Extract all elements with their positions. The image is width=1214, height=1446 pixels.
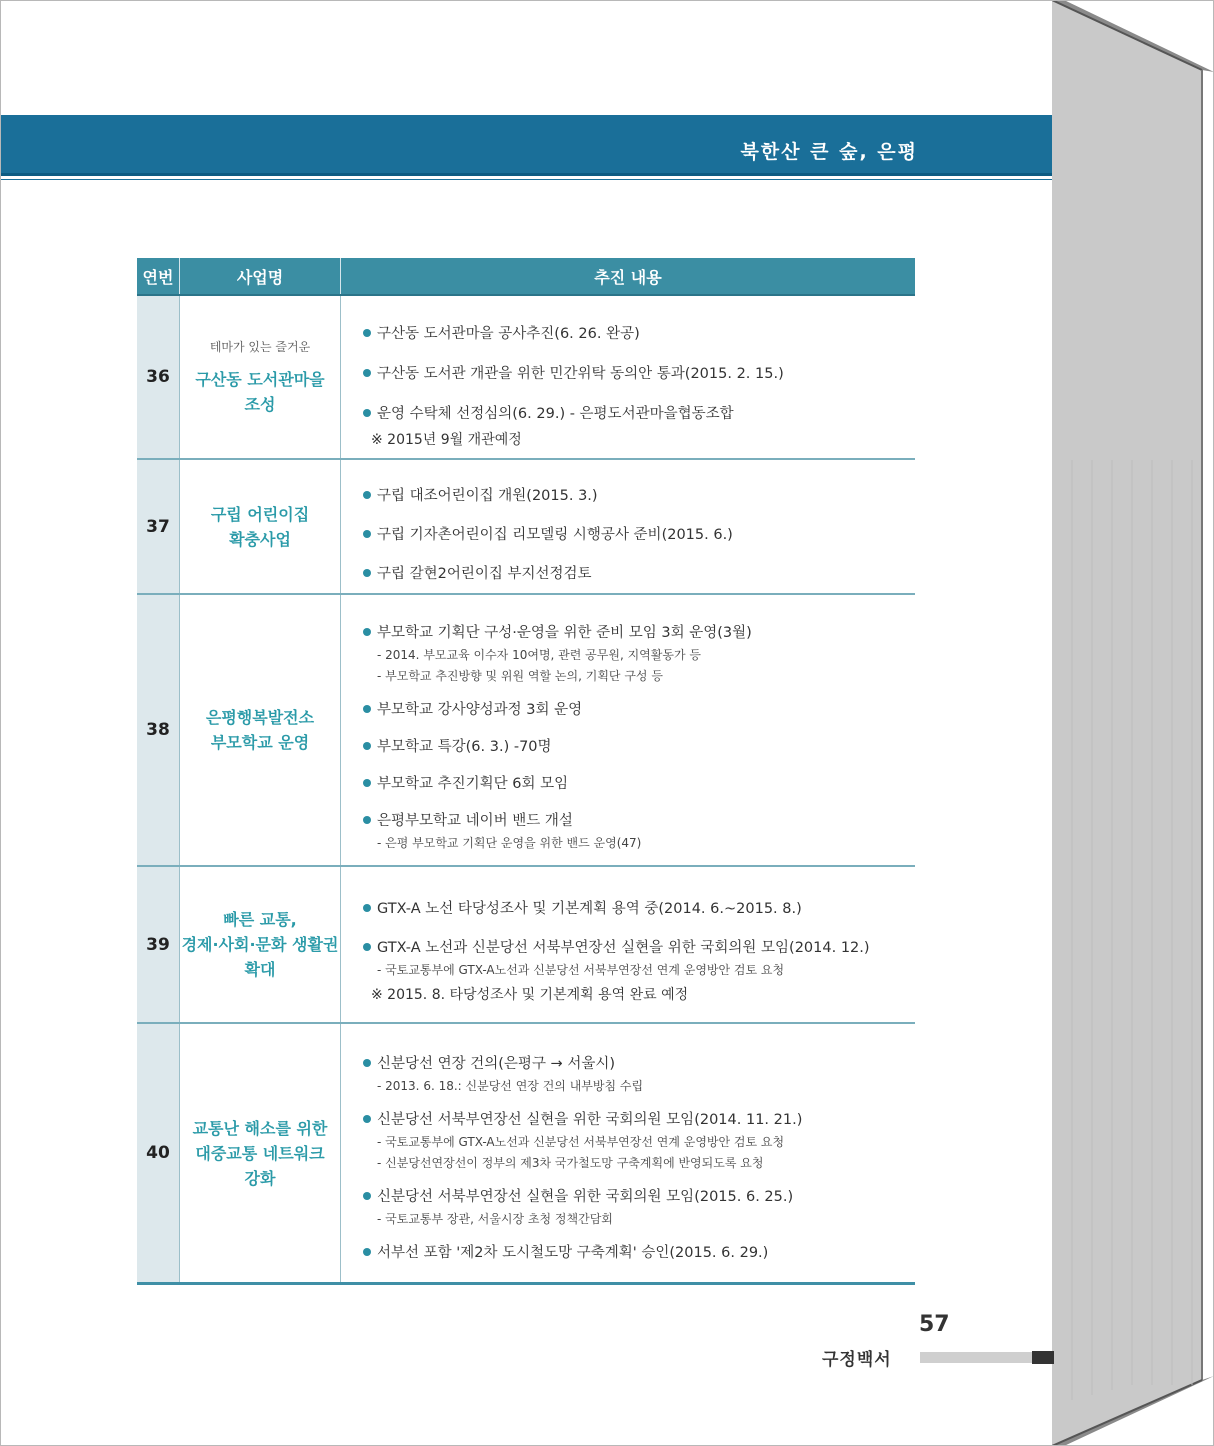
- item-text: 부모학교 강사양성과정 3회 운영: [377, 702, 583, 718]
- item-text: 운영 수탁체 선정심의(6. 29.) - 은평도서관마을협동조합: [377, 406, 734, 422]
- item-text: 부모학교 특강(6. 3.) -70명: [377, 739, 552, 755]
- project-title-line: 강화: [244, 1168, 276, 1188]
- item-subline: - 국토교통부에 GTX-A노선과 신분당선 서북부연장선 연계 운영방안 검토 요청: [377, 1135, 785, 1149]
- item-text: 구산동 도서관 개관을 위한 민간위탁 동의안 통과(2015. 2. 15.): [377, 366, 784, 382]
- item-subline: - 은평 부모학교 기획단 운영을 위한 밴드 운영(47): [377, 836, 642, 850]
- header-content: 추진 내용: [340, 258, 915, 294]
- project-title-line: 조성: [244, 394, 276, 414]
- item-text: 부모학교 기획단 구성·운영을 위한 준비 모임 3회 운영(3월): [377, 625, 752, 641]
- project-title-line: 확대: [244, 960, 276, 979]
- item-subline: - 신분당선연장선이 정부의 제3차 국가철도망 구축계획에 반영되도록 요청: [377, 1156, 764, 1170]
- row-number: 36: [137, 296, 179, 458]
- item-subline: - 국토교통부 장관, 서울시장 초청 정책간담회: [377, 1212, 613, 1226]
- project-subtitle: 테마가 있는 즐거운: [209, 339, 311, 354]
- item-subline: - 2013. 6. 18.: 신분당선 연장 건의 내부방침 수립: [377, 1079, 644, 1093]
- project-title-line: 구립 어린이집: [210, 504, 310, 524]
- header-name: 사업명: [179, 258, 340, 294]
- header-title: 북한산 큰 숲, 은평: [740, 141, 918, 163]
- item-text: 신분당선 서북부연장선 실현을 위한 국회의원 모임(2014. 11. 21.): [377, 1112, 803, 1128]
- item-subline: - 2014. 부모교육 이수자 10여명, 관련 공무원, 지역활동가 등: [377, 648, 701, 662]
- project-title-line: 구산동 도서관마을: [195, 369, 325, 389]
- book-title: 구정백서: [822, 1350, 892, 1370]
- item-text: 구립 대조어린이집 개원(2015. 3.): [377, 488, 598, 504]
- item-subline: - 국토교통부에 GTX-A노선과 신분당선 서북부연장선 연계 운영방안 검토 요청: [377, 963, 785, 977]
- item-text: 구립 갈현2어린이집 부지선정검토: [377, 566, 592, 582]
- row-number: 38: [137, 595, 179, 865]
- row-number: 39: [137, 867, 179, 1022]
- item-note: ※ 2015년 9월 개관예정: [371, 432, 522, 448]
- item-text: 은평부모학교 네이버 밴드 개설: [377, 813, 573, 829]
- item-note: ※ 2015. 8. 타당성조사 및 기본계획 용역 완료 예정: [371, 987, 689, 1003]
- header-no: 연번: [142, 267, 174, 287]
- item-text: 구산동 도서관마을 공사추진(6. 26. 완공): [377, 326, 640, 342]
- row-number: 37: [137, 460, 179, 593]
- project-title-line: 부모학교 운영: [210, 733, 310, 752]
- project-title-line: 은평행복발전소: [205, 708, 315, 727]
- row-number: 40: [137, 1024, 179, 1282]
- item-text: 서부선 포함 '제2차 도시철도망 구축계획' 승인(2015. 6. 29.): [377, 1245, 769, 1261]
- project-title-line: 확충사업: [229, 529, 291, 549]
- item-text: GTX-A 노선과 신분당선 서북부연장선 실현을 위한 국회의원 모임(2014. 12.): [377, 940, 870, 956]
- item-text: 부모학교 추진기획단 6회 모임: [377, 776, 569, 792]
- project-title-line: 빠른 교통,: [223, 910, 297, 929]
- item-subline: - 부모학교 추진방향 및 위원 역할 논의, 기획단 구성 등: [377, 669, 663, 683]
- project-title-line: 교통난 해소를 위한: [192, 1118, 328, 1138]
- page-number: 57: [919, 1312, 950, 1337]
- project-title-line: 경제·사회·문화 생활권: [181, 935, 339, 954]
- item-text: 신분당선 연장 건의(은평구 → 서울시): [377, 1056, 615, 1072]
- project-title-line: 대중교통 네트워크: [195, 1143, 325, 1163]
- item-text: GTX-A 노선 타당성조사 및 기본계획 용역 중(2014. 6.~2015. 8.): [377, 901, 802, 917]
- item-text: 구립 기자촌어린이집 리모델링 시행공사 준비(2015. 6.): [377, 527, 733, 543]
- item-text: 신분당선 서북부연장선 실현을 위한 국회의원 모임(2015. 6. 25.): [377, 1189, 794, 1205]
